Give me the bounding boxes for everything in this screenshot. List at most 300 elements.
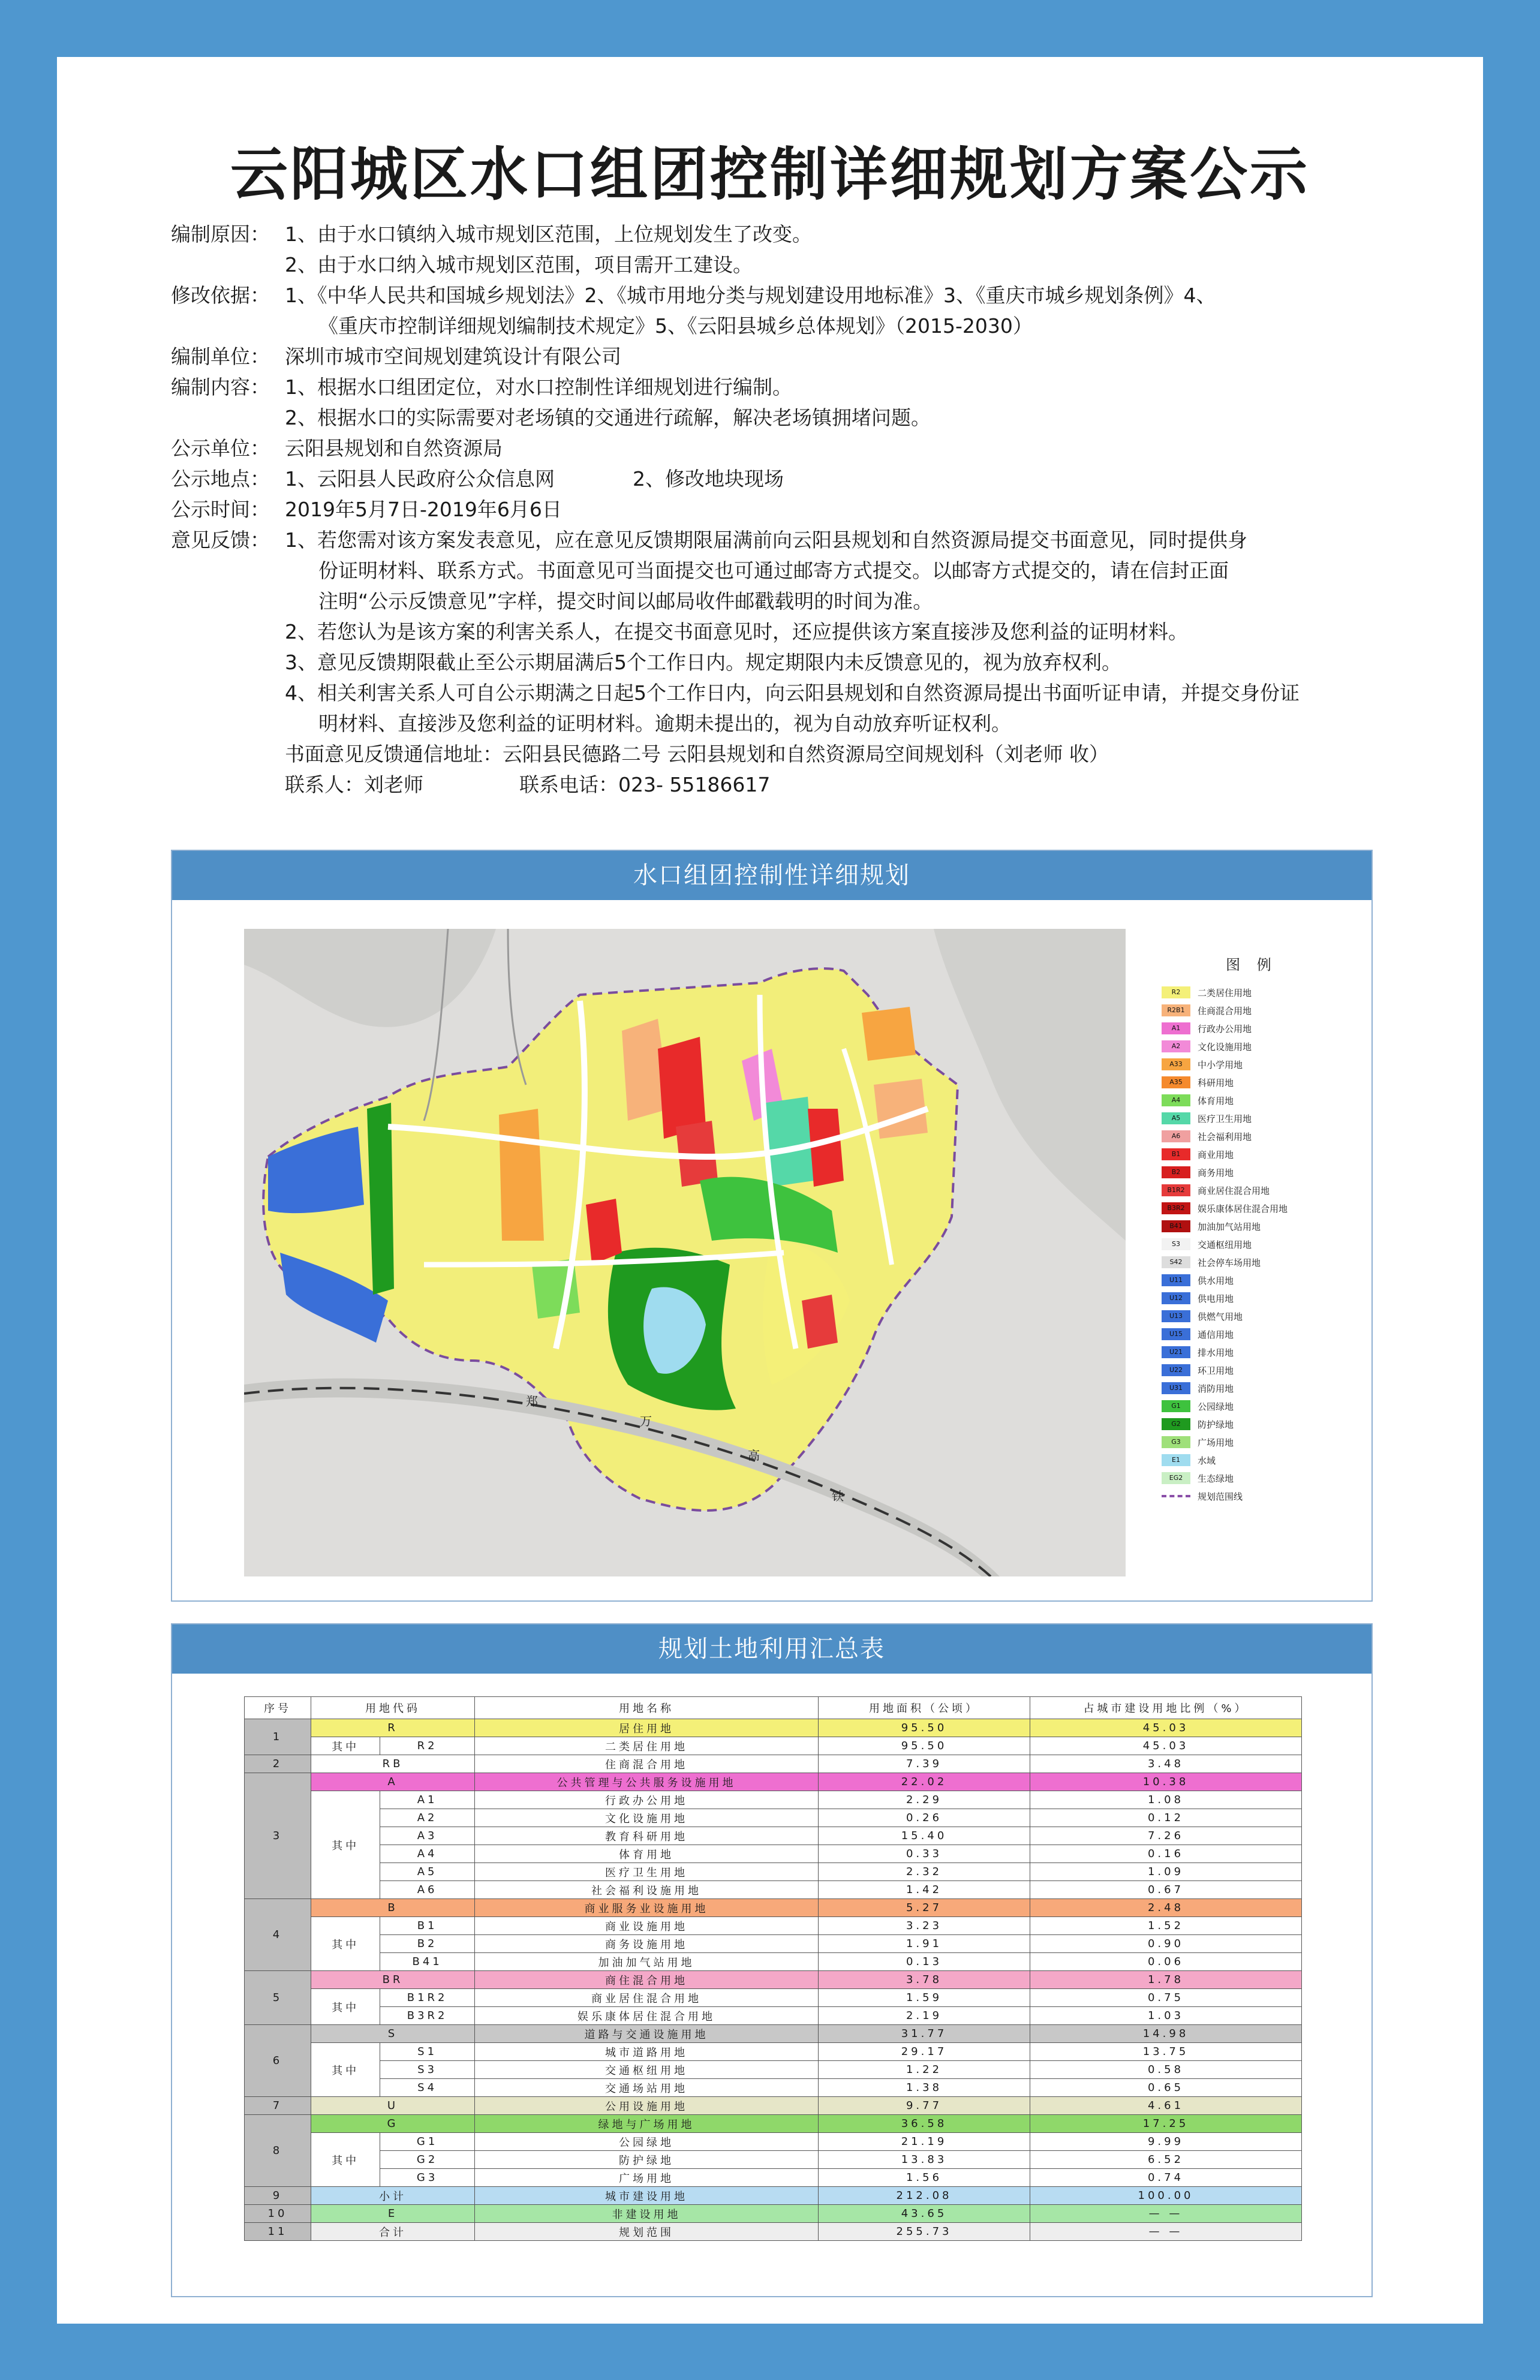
land-pct: — —	[1030, 2223, 1302, 2241]
legend-swatch: U15	[1162, 1328, 1190, 1340]
legend-label: 环卫用地	[1198, 1365, 1234, 1376]
land-name: 公用设施用地	[475, 2097, 819, 2115]
table-row	[245, 2133, 1302, 2151]
land-name: 娱乐康体居住混合用地	[475, 2007, 819, 2025]
legend-item	[1162, 1217, 1342, 1235]
land-area: 0.13	[819, 1953, 1030, 1971]
table-row	[245, 1899, 1302, 1917]
land-code: R2	[380, 1737, 475, 1755]
feedback-4a: 4、相关利害关系人可自公示期满之日起5个工作日内，向云阳县规划和自然资源局提出书面听证申请，并提交身份证	[285, 681, 1300, 705]
legend-item	[1162, 1073, 1342, 1091]
land-area: 95.50	[819, 1737, 1030, 1755]
land-code: B2	[380, 1935, 475, 1953]
table-row	[245, 2061, 1302, 2079]
land-name: 文化设施用地	[475, 1809, 819, 1827]
land-name: 商业服务业设施用地	[475, 1899, 819, 1917]
legend-label: 消防用地	[1198, 1383, 1234, 1394]
row-number: 2	[245, 1755, 311, 1773]
legend-item	[1162, 1271, 1342, 1289]
land-name: 商业设施用地	[475, 1917, 819, 1935]
legend-swatch: G2	[1162, 1418, 1190, 1430]
legend-swatch: U11	[1162, 1274, 1190, 1286]
legend-title: 图 例	[1226, 956, 1277, 973]
land-code: A6	[380, 1881, 475, 1899]
land-area: 29.17	[819, 2043, 1030, 2061]
land-name: 商务设施用地	[475, 1935, 819, 1953]
table-row	[245, 2079, 1302, 2097]
legend-item	[1162, 1325, 1342, 1343]
place-label: 公示地点：	[171, 467, 270, 491]
header-no: 序号	[245, 1697, 311, 1719]
land-name: 公园绿地	[475, 2133, 819, 2151]
legend-label: 行政办公用地	[1198, 1023, 1252, 1034]
row-number: 10	[245, 2205, 311, 2223]
land-pct: 45.03	[1030, 1719, 1302, 1737]
reason-1: 1、由于水口镇纳入城市规划区范围，上位规划发生了改变。	[285, 222, 812, 246]
land-name: 绿地与广场用地	[475, 2115, 819, 2133]
land-pct: — —	[1030, 2205, 1302, 2223]
land-area: 0.26	[819, 1809, 1030, 1827]
legend-label: 水域	[1198, 1455, 1216, 1466]
legend-swatch: A4	[1162, 1094, 1190, 1106]
legend-label: 商业居住混合用地	[1198, 1185, 1270, 1196]
land-area: 1.56	[819, 2169, 1030, 2187]
legend-label: 供电用地	[1198, 1293, 1234, 1304]
contact-person: 联系人：刘老师	[285, 773, 423, 796]
legend-item	[1162, 1127, 1342, 1145]
legend-item	[1162, 1433, 1342, 1451]
legend-item	[1162, 1487, 1342, 1505]
row-number: 3	[245, 1773, 311, 1899]
legend-swatch: A33	[1162, 1058, 1190, 1070]
unit-value: 深圳市城市空间规划建筑设计有限公司	[285, 345, 621, 368]
feedback-2: 2、若您认为是该方案的利害关系人，在提交书面意见时，还应提供该方案直接涉及您利益的证明材料。	[285, 620, 1188, 643]
land-name: 广场用地	[475, 2169, 819, 2187]
content-label: 编制内容：	[171, 375, 270, 399]
table-row	[245, 1809, 1302, 1827]
content-2: 2、根据水口的实际需要对老场镇的交通进行疏解，解决老场镇拥堵问题。	[285, 406, 931, 429]
legend-label: 规划范围线	[1198, 1491, 1243, 1502]
railway-label-char: 铁	[832, 1489, 844, 1503]
legend-item	[1162, 1379, 1342, 1397]
legend-item	[1162, 1343, 1342, 1361]
legend-item	[1162, 1289, 1342, 1307]
land-pct: 3.48	[1030, 1755, 1302, 1773]
land-name: 住商混合用地	[475, 1755, 819, 1773]
legend-item	[1162, 1397, 1342, 1415]
land-pct: 7.26	[1030, 1827, 1302, 1845]
legend-swatch: A5	[1162, 1112, 1190, 1124]
land-pct: 0.06	[1030, 1953, 1302, 1971]
land-pct: 1.03	[1030, 2007, 1302, 2025]
land-pct: 2.48	[1030, 1899, 1302, 1917]
table-row	[245, 1935, 1302, 1953]
legend-item	[1162, 1199, 1342, 1217]
land-name: 规划范围	[475, 2223, 819, 2241]
legend-label: 公园绿地	[1198, 1401, 1234, 1412]
legend-swatch: G3	[1162, 1436, 1190, 1448]
land-code: B41	[380, 1953, 475, 1971]
legend-swatch: G1	[1162, 1400, 1190, 1412]
legend-swatch: R2	[1162, 986, 1190, 998]
railway-label-char: 高	[748, 1448, 760, 1463]
land-pct: 0.58	[1030, 2061, 1302, 2079]
land-area: 2.29	[819, 1791, 1030, 1809]
land-area: 0.33	[819, 1845, 1030, 1863]
legend-swatch: R2B1	[1162, 1004, 1190, 1016]
land-area: 5.27	[819, 1899, 1030, 1917]
table-row	[245, 1989, 1302, 2007]
row-number: 5	[245, 1971, 311, 2025]
map-panel	[171, 850, 1373, 1602]
land-name: 城市建设用地	[475, 2187, 819, 2205]
legend-item	[1162, 1109, 1342, 1127]
place-1: 1、云阳县人民政府公众信息网	[285, 467, 555, 491]
land-area: 1.42	[819, 1881, 1030, 1899]
legend-swatch: B3R2	[1162, 1202, 1190, 1214]
feedback-3: 3、意见反馈期限截止至公示期届满后5个工作日内。规定期限内未反馈意见的，视为放弃权利。	[285, 651, 1121, 674]
land-pct: 45.03	[1030, 1737, 1302, 1755]
table-row	[245, 2151, 1302, 2169]
row-number: 8	[245, 2115, 311, 2187]
land-code: G3	[380, 2169, 475, 2187]
time-label: 公示时间：	[171, 498, 270, 521]
land-pct: 0.16	[1030, 1845, 1302, 1863]
legend-item	[1162, 1469, 1342, 1487]
land-pct: 17.25	[1030, 2115, 1302, 2133]
land-pct: 0.12	[1030, 1809, 1302, 1827]
row-number: 6	[245, 2025, 311, 2097]
legend-label: 广场用地	[1198, 1437, 1234, 1448]
legend-label: 文化设施用地	[1198, 1041, 1252, 1052]
legend-label: 科研用地	[1198, 1077, 1234, 1088]
row-number: 1	[245, 1719, 311, 1755]
land-use-summary-table	[244, 1696, 1302, 2241]
table-row	[245, 1773, 1302, 1791]
feedback-address: 书面意见反馈通信地址：云阳县民德路二号 云阳县规划和自然资源局空间规划科（刘老师 收）	[285, 742, 1109, 766]
land-pct: 14.98	[1030, 2025, 1302, 2043]
content-1: 1、根据水口组团定位，对水口控制性详细规划进行编制。	[285, 375, 792, 399]
time-value: 2019年5月7日-2019年6月6日	[285, 498, 562, 521]
table-row	[245, 1845, 1302, 1863]
land-pct: 0.74	[1030, 2169, 1302, 2187]
legend-label: 商业用地	[1198, 1149, 1234, 1160]
land-code: G	[311, 2115, 475, 2133]
land-code: U	[311, 2097, 475, 2115]
notice-sheet	[57, 57, 1483, 2324]
legend-swatch: U31	[1162, 1382, 1190, 1394]
legend-item	[1162, 1451, 1342, 1469]
legend-label: 中小学用地	[1198, 1059, 1243, 1070]
header-name: 用地名称	[475, 1697, 819, 1719]
legend-item	[1162, 1091, 1342, 1109]
land-area: 1.91	[819, 1935, 1030, 1953]
land-area: 1.22	[819, 2061, 1030, 2079]
land-code: S	[311, 2025, 475, 2043]
table-row	[245, 2205, 1302, 2223]
row-number: 11	[245, 2223, 311, 2241]
legend-swatch: B2	[1162, 1166, 1190, 1178]
land-code: BR	[311, 1971, 475, 1989]
row-number: 9	[245, 2187, 311, 2205]
sub-group-label: 其中	[311, 1989, 380, 2025]
reason-2: 2、由于水口纳入城市规划区范围，项目需开工建设。	[285, 253, 753, 276]
land-code: A2	[380, 1809, 475, 1827]
land-area: 1.38	[819, 2079, 1030, 2097]
land-code: A1	[380, 1791, 475, 1809]
legend-label: 供水用地	[1198, 1275, 1234, 1286]
unit-label: 编制单位：	[171, 345, 270, 368]
land-code: A5	[380, 1863, 475, 1881]
land-name: 体育用地	[475, 1845, 819, 1863]
sub-group-label: 其中	[311, 1791, 380, 1899]
land-area: 13.83	[819, 2151, 1030, 2169]
land-area: 255.73	[819, 2223, 1030, 2241]
land-pct: 4.61	[1030, 2097, 1302, 2115]
header-code: 用地代码	[311, 1697, 475, 1719]
land-pct: 13.75	[1030, 2043, 1302, 2061]
land-name: 非建设用地	[475, 2205, 819, 2223]
legend-label: 商务用地	[1198, 1167, 1234, 1178]
row-number: 7	[245, 2097, 311, 2115]
land-code: RB	[311, 1755, 475, 1773]
feedback-1c: 注明“公示反馈意见”字样，提交时间以邮局收件邮戳载明的时间为准。	[318, 589, 933, 613]
page-title: 云阳城区水口组团控制详细规划方案公示	[230, 141, 1310, 208]
legend-label: 医疗卫生用地	[1198, 1113, 1252, 1124]
legend-swatch: EG2	[1162, 1472, 1190, 1484]
reason-label: 编制原因：	[171, 222, 270, 246]
land-use-map	[244, 929, 1126, 1576]
table-row	[245, 1737, 1302, 1755]
land-name: 商业居住混合用地	[475, 1989, 819, 2007]
table-row	[245, 2043, 1302, 2061]
legend-swatch: A6	[1162, 1130, 1190, 1142]
feedback-1b: 份证明材料、联系方式。书面意见可当面提交也可通过邮寄方式提交。以邮寄方式提交的，请在信封正面	[318, 559, 1229, 582]
land-name: 行政办公用地	[475, 1791, 819, 1809]
table-header-row	[245, 1697, 1302, 1719]
land-name: 城市道路用地	[475, 2043, 819, 2061]
land-area: 15.40	[819, 1827, 1030, 1845]
land-area: 3.78	[819, 1971, 1030, 1989]
legend-label: 排水用地	[1198, 1347, 1234, 1358]
feedback-label: 意见反馈：	[171, 528, 270, 552]
legend-item	[1162, 1253, 1342, 1271]
table-row	[245, 1971, 1302, 1989]
legend-label: 供燃气用地	[1198, 1311, 1243, 1322]
land-code: S1	[380, 2043, 475, 2061]
land-code: A	[311, 1773, 475, 1791]
land-area: 1.59	[819, 1989, 1030, 2007]
header-area: 用地面积（公顷）	[819, 1697, 1030, 1719]
table-row	[245, 1917, 1302, 1935]
land-area: 7.39	[819, 1755, 1030, 1773]
legend-label: 二类居住用地	[1198, 987, 1252, 998]
publisher-label: 公示单位：	[171, 437, 270, 460]
legend-item	[1162, 1037, 1342, 1055]
table-row	[245, 2007, 1302, 2025]
land-name: 二类居住用地	[475, 1737, 819, 1755]
land-use-map-drawing	[244, 929, 1126, 1576]
legend-item	[1162, 1163, 1342, 1181]
land-pct: 0.65	[1030, 2079, 1302, 2097]
legend-label: 生态绿地	[1198, 1473, 1234, 1484]
sub-group-label: 其中	[311, 2133, 380, 2187]
land-name: 社会福利设施用地	[475, 1881, 819, 1899]
legend-swatch: U13	[1162, 1310, 1190, 1322]
legend-item	[1162, 1145, 1342, 1163]
land-code: A3	[380, 1827, 475, 1845]
land-pct: 0.90	[1030, 1935, 1302, 1953]
land-name: 公共管理与公共服务设施用地	[475, 1773, 819, 1791]
land-code: R	[311, 1719, 475, 1737]
row-number: 4	[245, 1899, 311, 1971]
land-pct: 10.38	[1030, 1773, 1302, 1791]
table-row	[245, 2025, 1302, 2043]
legend-item	[1162, 1019, 1342, 1037]
table-row	[245, 1791, 1302, 1809]
legend-item	[1162, 1415, 1342, 1433]
land-code: G1	[380, 2133, 475, 2151]
notice-text	[171, 219, 1460, 800]
land-name: 道路与交通设施用地	[475, 2025, 819, 2043]
land-area: 22.02	[819, 1773, 1030, 1791]
land-code: B3R2	[380, 2007, 475, 2025]
land-area: 2.32	[819, 1863, 1030, 1881]
legend-item	[1162, 983, 1342, 1001]
land-area: 21.19	[819, 2133, 1030, 2151]
land-pct: 6.52	[1030, 2151, 1302, 2169]
legend-label: 加油加气站用地	[1198, 1221, 1261, 1232]
land-pct: 0.67	[1030, 1881, 1302, 1899]
land-code: G2	[380, 2151, 475, 2169]
legend-item	[1162, 1235, 1342, 1253]
land-area: 3.23	[819, 1917, 1030, 1935]
land-name: 防护绿地	[475, 2151, 819, 2169]
table-panel	[171, 1623, 1373, 2297]
legend-swatch: S42	[1162, 1256, 1190, 1268]
legend-label: 住商混合用地	[1198, 1005, 1252, 1016]
land-area: 9.77	[819, 2097, 1030, 2115]
land-pct: 1.08	[1030, 1791, 1302, 1809]
land-name: 加油加气站用地	[475, 1953, 819, 1971]
legend-swatch: U22	[1162, 1364, 1190, 1376]
contact-phone: 联系电话：023- 55186617	[519, 773, 771, 796]
land-area: 36.58	[819, 2115, 1030, 2133]
land-code: 合计	[311, 2223, 475, 2241]
table-row	[245, 2115, 1302, 2133]
legend-swatch: B41	[1162, 1220, 1190, 1232]
header-pct: 占城市建设用地比例（%）	[1030, 1697, 1302, 1719]
legend-item	[1162, 1055, 1342, 1073]
land-pct: 0.75	[1030, 1989, 1302, 2007]
basis-label: 修改依据：	[171, 284, 270, 307]
legend-item	[1162, 1181, 1342, 1199]
land-name: 交通场站用地	[475, 2079, 819, 2097]
land-area: 2.19	[819, 2007, 1030, 2025]
map-panel-title: 水口组团控制性详细规划	[172, 851, 1371, 900]
legend-label: 娱乐康体居住混合用地	[1198, 1203, 1288, 1214]
land-pct: 100.00	[1030, 2187, 1302, 2205]
table-row	[245, 1953, 1302, 1971]
legend-swatch: B1	[1162, 1148, 1190, 1160]
table-row	[245, 1755, 1302, 1773]
legend-label: 社会停车场用地	[1198, 1257, 1261, 1268]
legend-label: 交通枢纽用地	[1198, 1239, 1252, 1250]
legend-swatch: U12	[1162, 1292, 1190, 1304]
railway-label-char: 郑	[526, 1394, 538, 1409]
sub-group-label: 其中	[311, 2043, 380, 2097]
sub-group-label: 其中	[311, 1917, 380, 1971]
land-name: 居住用地	[475, 1719, 819, 1737]
legend-item	[1162, 1361, 1342, 1379]
land-code: A4	[380, 1845, 475, 1863]
map-legend	[1162, 953, 1342, 1505]
legend-label: 通信用地	[1198, 1329, 1234, 1340]
land-name: 医疗卫生用地	[475, 1863, 819, 1881]
legend-swatch	[1162, 1495, 1190, 1497]
land-pct: 1.78	[1030, 1971, 1302, 1989]
legend-swatch: A2	[1162, 1040, 1190, 1052]
legend-swatch: B1R2	[1162, 1184, 1190, 1196]
land-name: 教育科研用地	[475, 1827, 819, 1845]
land-code: 小计	[311, 2187, 475, 2205]
legend-label: 防护绿地	[1198, 1419, 1234, 1430]
publisher-value: 云阳县规划和自然资源局	[285, 437, 503, 460]
feedback-1a: 1、若您需对该方案发表意见，应在意见反馈期限届满前向云阳县规划和自然资源局提交书面意见，同时提供身	[285, 528, 1247, 552]
land-area: 31.77	[819, 2025, 1030, 2043]
legend-swatch: U21	[1162, 1346, 1190, 1358]
land-pct: 1.52	[1030, 1917, 1302, 1935]
legend-item	[1162, 1307, 1342, 1325]
legend-list	[1162, 983, 1342, 1505]
land-name: 交通枢纽用地	[475, 2061, 819, 2079]
land-code: S4	[380, 2079, 475, 2097]
legend-swatch: A1	[1162, 1022, 1190, 1034]
sub-group-label: 其中	[311, 1737, 380, 1755]
land-code: B	[311, 1899, 475, 1917]
land-area: 212.08	[819, 2187, 1030, 2205]
basis-2: 《重庆市控制详细规划编制技术规定》5、《云阳县城乡总体规划》（2015-2030）	[318, 314, 1033, 338]
table-row	[245, 1863, 1302, 1881]
table-row	[245, 2187, 1302, 2205]
legend-label: 社会福利用地	[1198, 1131, 1252, 1142]
land-name: 商住混合用地	[475, 1971, 819, 1989]
legend-label: 体育用地	[1198, 1095, 1234, 1106]
land-code: B1R2	[380, 1989, 475, 2007]
table-row	[245, 2223, 1302, 2241]
land-area: 43.65	[819, 2205, 1030, 2223]
place-2: 2、修改地块现场	[633, 467, 784, 491]
railway-label-char: 万	[640, 1414, 652, 1428]
legend-item	[1162, 1001, 1342, 1019]
feedback-4b: 明材料、直接涉及您利益的证明材料。逾期未提出的，视为自动放弃听证权利。	[318, 712, 1011, 735]
legend-swatch: S3	[1162, 1238, 1190, 1250]
land-area: 95.50	[819, 1719, 1030, 1737]
table-row	[245, 2169, 1302, 2187]
land-code: S3	[380, 2061, 475, 2079]
table-row	[245, 1719, 1302, 1737]
land-code: E	[311, 2205, 475, 2223]
legend-swatch: A35	[1162, 1076, 1190, 1088]
table-row	[245, 1827, 1302, 1845]
legend-swatch: E1	[1162, 1454, 1190, 1466]
table-row	[245, 1881, 1302, 1899]
land-pct: 9.99	[1030, 2133, 1302, 2151]
table-row	[245, 2097, 1302, 2115]
land-pct: 1.09	[1030, 1863, 1302, 1881]
basis-1: 1、《中华人民共和国城乡规划法》2、《城市用地分类与规划建设用地标准》3、《重庆市城乡规划条例》4、	[285, 284, 1216, 307]
table-panel-title: 规划土地利用汇总表	[172, 1624, 1371, 1674]
